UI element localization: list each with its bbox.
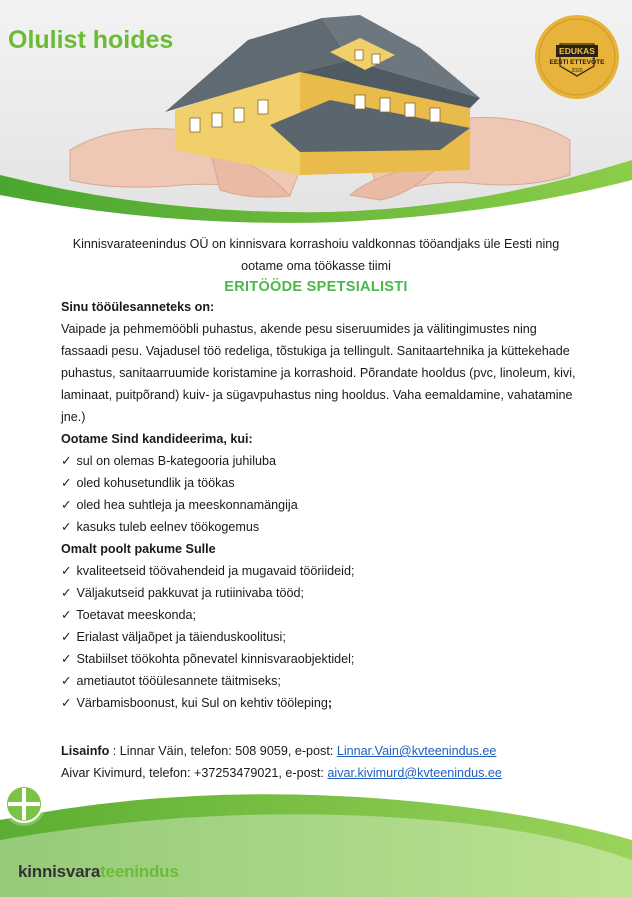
email-link-linnar[interactable]: Linnar.Vain@kvteenindus.ee — [336, 744, 497, 758]
contact-line-2: Aivar Kivimurd, telefon: +37253479021, e-post: aivar.kivimurd@kvteenindus.ee — [61, 766, 502, 780]
check-icon: ✓ — [61, 564, 72, 578]
check-icon: ✓ — [61, 674, 72, 688]
intro-line-1: Kinnisvarateenindus OÜ on kinnisvara korrashoiu valdkonnas tööandjaks üle Eesti ning — [72, 237, 560, 251]
job-details — [61, 296, 586, 714]
list-item: ✓ Väljakutseid pakkuvat ja rutiinivaba tööd; — [61, 582, 586, 604]
contact-line-1: Lisainfo : Linnar Väin, telefon: 508 9059, e-post: Linnar.Vain@kvteenindus.ee — [61, 744, 497, 758]
check-icon: ✓ — [61, 696, 72, 710]
list-item: ✓ sul on olemas B-kategooria juhiluba — [61, 450, 586, 472]
check-icon: ✓ — [61, 520, 72, 534]
requirements-heading: Ootame Sind kandideerima, kui: — [61, 432, 253, 446]
list-item: ✓ kvaliteetseid töövahendeid ja mugavaid tööriideid; — [61, 560, 586, 582]
badge-line2: EESTI ETTEVÕTE — [549, 58, 605, 66]
award-badge — [534, 14, 620, 100]
contact-label: Lisainfo — [61, 744, 110, 758]
badge-line1: EDUKAS — [556, 45, 598, 57]
position-title: ERITÖÖDE SPETSIALISTI — [224, 279, 408, 295]
list-item: ✓ Värbamisboonust, kui Sul on kehtiv tööleping; — [61, 692, 586, 714]
check-icon: ✓ — [61, 586, 72, 600]
list-item: ✓ oled hea suhtleja ja meeskonnamängija — [61, 494, 586, 516]
header-title: Olulist hoides — [8, 26, 174, 54]
offer-list — [61, 560, 586, 714]
list-item: ✓ ametiautot tööülesannete täitmiseks; — [61, 670, 586, 692]
list-item: ✓ oled kohusetundlik ja töökas — [61, 472, 586, 494]
check-icon: ✓ — [61, 630, 72, 644]
company-logo-icon — [0, 780, 48, 828]
check-icon: ✓ — [61, 608, 72, 622]
email-link-aivar[interactable]: aivar.kivimurd@kvteenindus.ee — [327, 766, 502, 780]
check-icon: ✓ — [61, 454, 72, 468]
company-logo-text: kinnisvarateenindus — [18, 862, 179, 881]
intro-text — [40, 233, 592, 277]
footer-banner — [0, 780, 632, 897]
check-icon: ✓ — [61, 652, 72, 666]
list-item: ✓ Toetavat meeskonda; — [61, 604, 586, 626]
requirements-list — [61, 450, 586, 538]
job-ad-content — [0, 233, 632, 296]
intro-line-2: ootame oma töökasse tiimi — [241, 259, 391, 273]
list-item: ✓ kasuks tuleb eelnev töökogemus — [61, 516, 586, 538]
check-icon: ✓ — [61, 498, 72, 512]
contact-info — [61, 740, 586, 784]
list-item: ✓ Erialast väljaõpet ja täienduskoolitusi; — [61, 626, 586, 648]
duties-heading: Sinu tööülesanneteks on: — [61, 300, 215, 314]
list-item: ✓ Stabiilset töökohta põnevatel kinnisvaraobjektidel; — [61, 648, 586, 670]
offer-heading: Omalt poolt pakume Sulle — [61, 542, 216, 556]
badge-year: 2020 — [571, 67, 583, 74]
duties-text: Vaipade ja pehmemööbli puhastus, akende pesu siseruumides ja välitingimustes ning fassaadi pesu. Vajadusel töö redeliga, tõstukiga ja tellingult. Sanitaartehnika ja küttekehade puhastus, sanitaarruumide koristamine ja korrashoid. Põrandate hooldus (pvc, linoleum, kivi, laminaat, puitpõrand) kuiv- ja sügavpuhastus ning hooldus. Vaha eemaldamine, vahatamine jne.) — [61, 322, 576, 424]
check-icon: ✓ — [61, 476, 72, 490]
header-banner — [0, 0, 632, 230]
